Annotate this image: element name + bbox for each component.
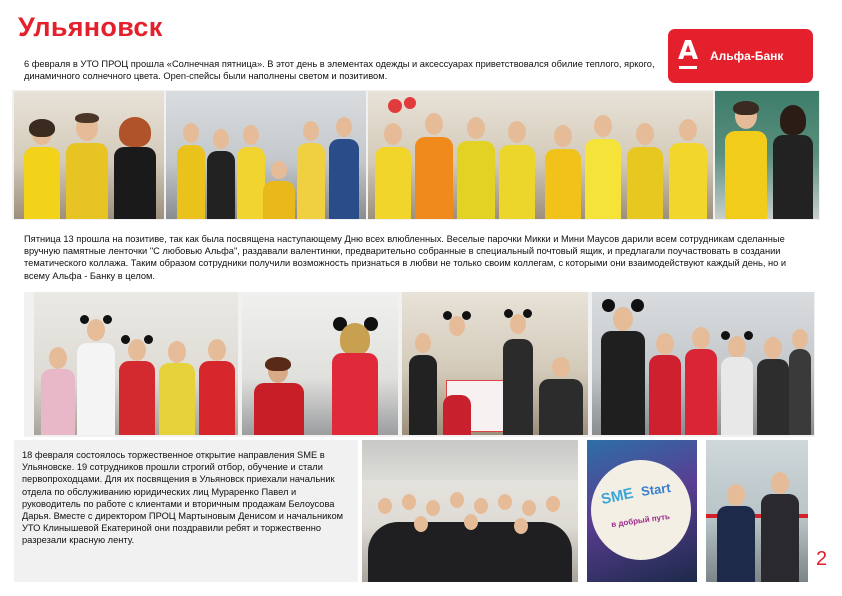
cake-text-wish: в добрый путь: [610, 511, 671, 530]
photo-sunny-1: [14, 91, 164, 219]
photo-ribbon-cutting: [706, 440, 808, 582]
photo-valentine-2: [242, 292, 398, 435]
photo-valentine-1: [34, 292, 238, 435]
photo-sunny-4: [715, 91, 819, 219]
alfa-bank-logo: [668, 29, 813, 83]
alfa-a-icon: [668, 29, 712, 83]
photo-sme-group: [362, 440, 578, 582]
photo-sunny-2: [166, 91, 366, 219]
cake-text-sme: SME: [599, 484, 635, 509]
logo-symbol: А: [678, 36, 699, 66]
page-number: 2: [816, 548, 828, 570]
photo-sunny-3: [368, 91, 713, 219]
sme-opening-text: 18 февраля состоялось торжественное открытие направления SME в Ульяновске. 19 сотрудников прошли строгий отбор, обучение и стали первопроходцами. Для их посвящения в Ульяновск приехали начальник отдела по обслуживанию юридических лиц Мураренко Павел и руководитель по работе с клиентами и вторичным продажам Белоусова Дарья. Вместе с директором ПРОЦ Мартыновым Денисом и начальником УТО Клинышевой Екатериной они поздравили ребят и торжественно разрезали красную ленту.: [22, 450, 344, 546]
logo-name: Альфа-Банк: [710, 49, 784, 63]
cake-text-start: Start: [640, 480, 672, 499]
sunny-friday-photo-strip: [12, 90, 820, 220]
cake: [591, 460, 691, 560]
valentine-friday-text: Пятница 13 прошла на позитиве, так как была посвящена наступающему Дню всех влюбленных. Веселые парочки Микки и Мини Маусов дарили всем сотрудникам сделанные вручную памятные ленточки "С любовью Альфа", раздавали валентинки, предварительно собранные в специальный почтовый ящик, и предлагали поучаствовать в создании тематического коллажа. Таким образом сотрудники получили возможность признаться в любви не только своим коллегам, с которыми они взаимодействуют каждый день, но и всему Альфа - Банку в целом.: [24, 234, 787, 281]
valentine-photo-strip: [24, 292, 815, 437]
sunny-friday-text: 6 февраля в УТО ПРОЦ прошла «Солнечная пятница». В этот день в элементах одежды и аксессуарах приветствовался обилие теплого, яркого, динамичного солнечного цвета. Open-спейсы были наполнены светом и позитивом.: [24, 59, 655, 82]
photo-valentine-3: [402, 292, 588, 435]
photo-sme-cake: [587, 440, 697, 582]
page-title: Ульяновск: [18, 12, 163, 42]
photo-valentine-4: [592, 292, 814, 435]
